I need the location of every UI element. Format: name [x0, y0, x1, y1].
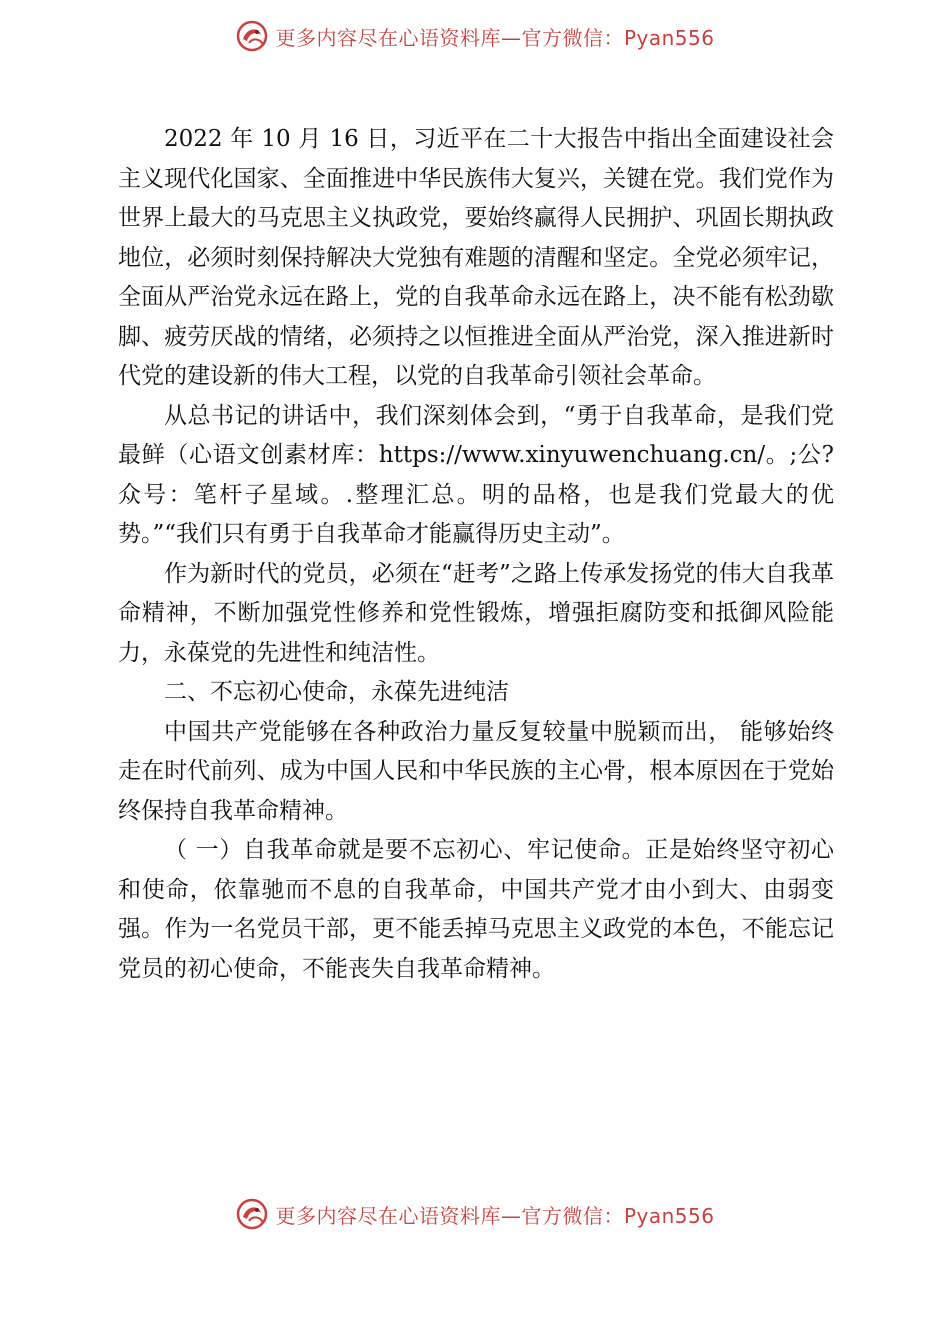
- paragraph-2: 从总书记的讲话中，我们深刻体会到，“勇于自我革命，是我们党最鲜（心语文创素材库：https://www.xinyuwenchuang.cn/。;公?众号：笔杆子星域。.整理汇总。明的品格，也是我们党最大的优势。”“我们只有勇于自我革命才能赢得历史主动”。: [118, 402, 834, 547]
- red-swirl-logo-icon: [235, 1197, 269, 1231]
- paragraph-5: （ 一）自我革命就是要不忘初心、牢记使命。正是始终坚守初心和使命，依靠驰而不息的自我革命，中国共产党才由小到大、由弱变强。作为一名党员干部，更不能丢掉马克思主义政党的本色，不能忘记党员的初心使命，不能丧失自我革命精神。: [118, 837, 834, 982]
- paragraph-3: 作为新时代的党员，必须在“赶考”之路上传承发扬党的伟大自我革命精神，不断加强党性修养和党性锻炼，增强拒腐防变和抵御风险能力，永葆党的先进性和纯洁性。: [118, 560, 834, 666]
- footer-contact-text: 官方微信：Pyan556: [521, 1203, 715, 1228]
- footer-dash: —: [500, 1203, 522, 1228]
- red-swirl-logo-icon: [235, 19, 269, 53]
- header-contact-text: 官方微信：Pyan556: [521, 25, 715, 50]
- header-dash: —: [500, 25, 522, 50]
- footer-watermark: [0, 1194, 950, 1234]
- paragraph-1: 2022 年 10 月 16 日，习近平在二十大报告中指出全面建设社会主义现代化国家、全面推进中华民族伟大复兴，关键在党。我们党作为世界上最大的马克思主义执政党，要始终赢得人民拥护、巩固长期执政地位，必须时刻保持解决大党独有难题的清醒和坚定。全党必须牢记，全面从严治党永远在路上，党的自我革命永远在路上，决不能有松劲歇脚、疲劳厌战的情绪，必须持之以恒推进全面从严治党，深入推进新时代党的建设新的伟大工程，以党的自我革命引领社会革命。: [118, 126, 834, 389]
- header-brand-text: 更多内容尽在心语资料库: [275, 25, 501, 50]
- footer-brand-line: [275, 1200, 714, 1229]
- document-body: [118, 120, 834, 989]
- section-heading: 二、不忘初心使命，永葆先进纯洁: [164, 679, 509, 705]
- paragraph-4: 中国共产党能够在各种政治力量反复较量中脱颖而出， 能够始终走在时代前列、成为中国人民和中华民族的主心骨，根本原因在于党始终保持自我革命精神。: [118, 718, 834, 824]
- header-brand-line: [275, 22, 714, 51]
- footer-brand-text: 更多内容尽在心语资料库: [275, 1203, 501, 1228]
- header-watermark: [0, 16, 950, 56]
